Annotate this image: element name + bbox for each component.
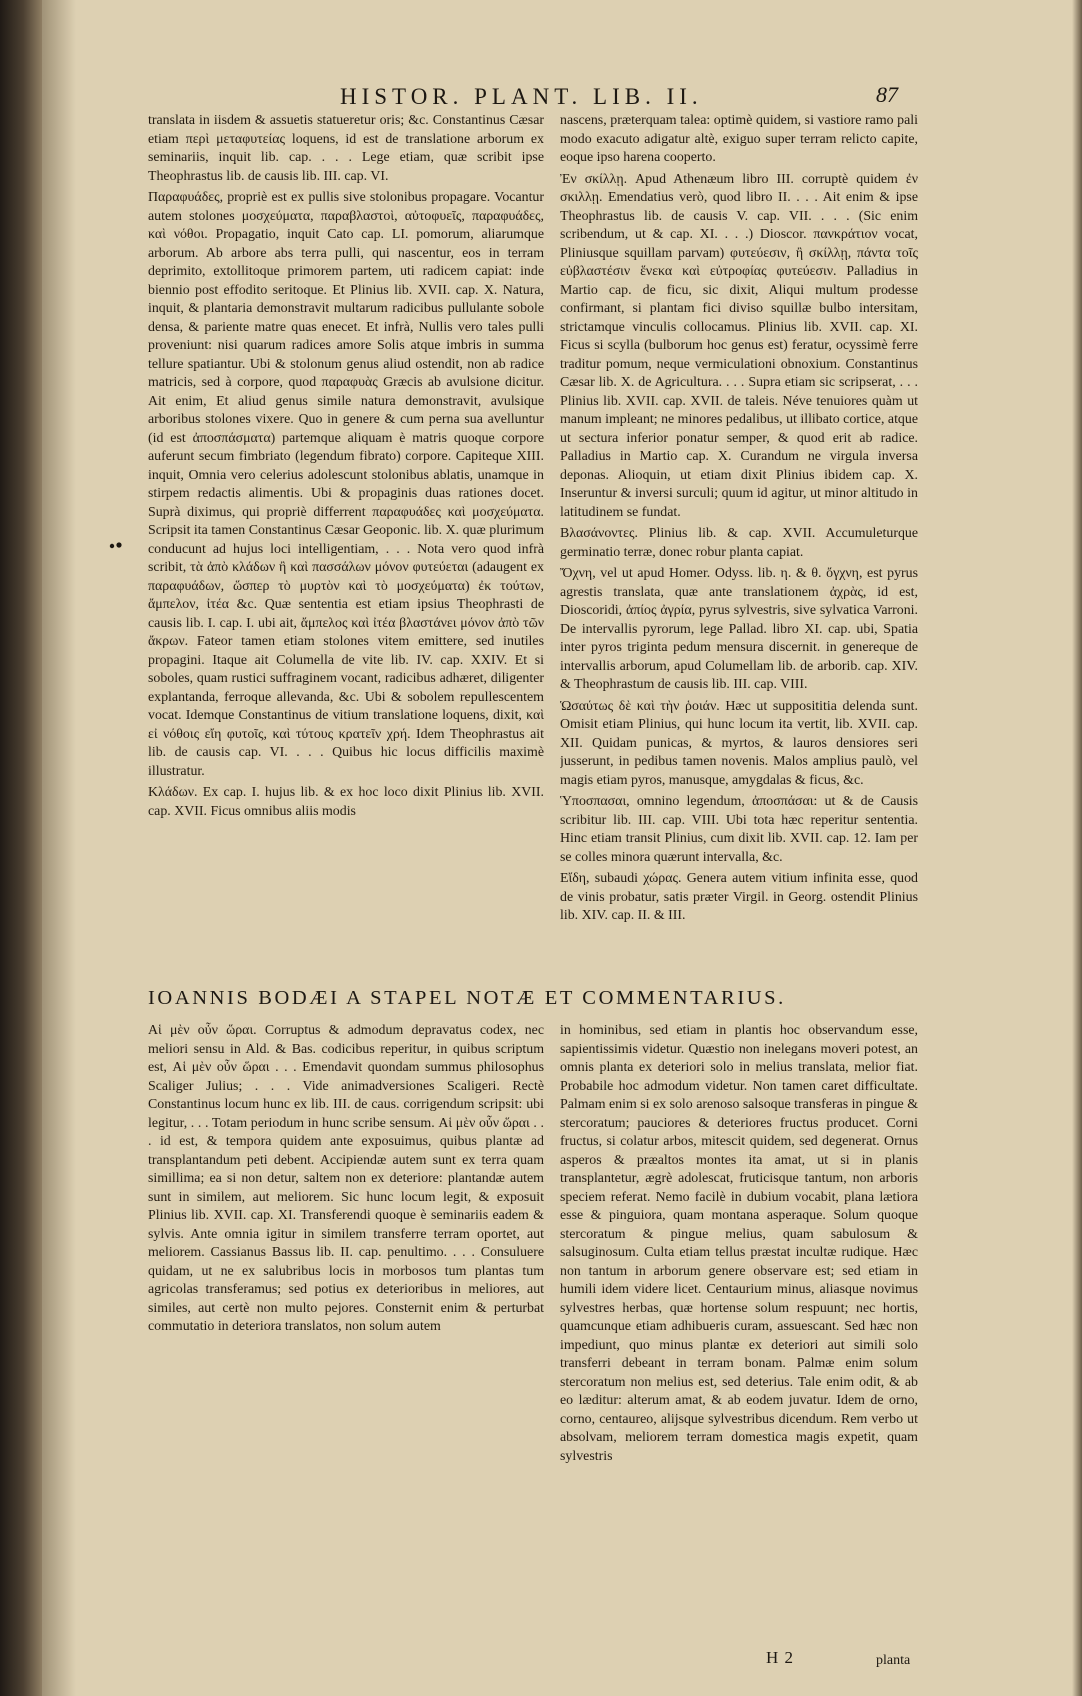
page-edge: [1072, 0, 1082, 1696]
bottom-right-column: [560, 1022, 918, 1658]
ink-spot-icon: [108, 540, 128, 552]
signature-mark: H 2: [766, 1648, 795, 1667]
paragraph: Ὡσαύτως δὲ καὶ τὴν ῥοιάν. Hæc ut supposititia delenda sunt. Omisit etiam Plinius, qui hunc locum ita vertit, lib. XVII. cap. XII. Quidam punicas, & myrtos, & lauros densiores seri jusserunt, in pedibus tamen novenis. Malos amplius paulò, vel magis etiam pyros, manusque, amygdalas & ficus, &c.: [560, 698, 918, 788]
paragraph: Ὄχνη, vel ut apud Homer. Odyss. lib. η. & θ. ὄγχνη, est pyrus agrestis translata, quæ ante translationem ἀχρὰς, id est, Dioscoridi, ἀπίος ἀγρία, pyrus sylvestris, sive sylvatica Varroni. De intervallis pyrorum, lege Pallad. libro XI. cap. ubi, Spatia inter pyros triginta pedum mensura discernit. in genereque de intervallis arborum, apud Columellam lib. de arborib. cap. XIV. & Theophrastum de causis lib. III. cap. VIII.: [560, 566, 918, 692]
catchword: planta: [876, 1653, 911, 1668]
page-number: 87: [876, 82, 898, 107]
paragraph: in hominibus, sed etiam in plantis hoc observandum esse, sapientissimis videtur. Quæstio non inelegans moveri potest, an omnis planta ex deteriori solo in melius translata, melior fiat. Probabile hoc admodum videtur. Non tamen caret difficultate. Palmam enim si ex solo arenoso salsoque transferas in pingue & stercoratum; pauciores & deteriores fructus producet. Corni fructus, si colatur arbos, mitescit quidem, sed degenerat. Ornus asperos & præaltos montes ita amat, ut si in planis transplantetur, ægrè adolescat, fruticisque tantum, non arboris speciem referat. Nemo facilè in dubium vocabit, plana lætiora esse & pinguiora, quam montana asperaque. Solum quoque stercoratum & pingue melius, quam sabulosum & salsuginosum. Culta etiam tellus præstat incultæ rudique. Hæc non tantum in arborum genere observare est; sed etiam in humili idem videre licet. Centaurium minus, aliasque novimus sylvestres herbas, quæ hortense solum respuunt; nec hortis, quamcunque etiam adhibueris curam, assuescant. Sed hæc non impediunt, quo minus plantæ ex deteriori aut simili solo transferri debeant in terram bonam. Palmæ enim solum stercoratum non melius est, sed deterius. Tale enim odit, & ab eo læditur: alterum amat, & ab eodem juvatur. Idem de orno, corno, centaureo, alijsque sylvestribus dicendum. Rem verbo ut absolvam, meliorem terram domestica magis expetit, quam sylvestris: [560, 1023, 918, 1464]
notes-section-header: IOANNIS BODÆI A STAPEL NOTÆ ET COMMENTARIUS.: [148, 987, 786, 1009]
book-gutter: [0, 0, 42, 1696]
paragraph: nascens, præterquam talea: optimè quidem, si vastiore ramo pali modo exacuto adigatur altè, exiguo super terram relicto capite, eoque ipso harena cooperto.: [560, 113, 918, 165]
paragraph: Αἱ μὲν οὖν ὥραι. Corruptus & admodum depravatus codex, nec meliori sensu in Ald. & Bas. codicibus reperitur, in quibus scriptum est, Αἱ μὲν οὖν ὥραι . . . Emendavit quondam summus philosophus Scaliger Julius; . . . Vide animadversiones Scaligeri. Rectè Constantinus locum hunc ex lib. III. de caus. corrigendum scripsit: ubi legitur, . . . Totam periodum in hunc scribe sensum. Αἱ μὲν οὖν ὥραι . . . id est, & tempora quidem ante exposuimus, quibus plantæ ad transplantandum peti debent. Accipiendæ autem sunt ex terra quam simillima; ea si non detur, saltem non ex deteriore: plantandæ autem sunt in similem, aut meliorem. Sic hunc locum legit, & exposuit Plinius lib. XVII. cap. XI. Transferendi quoque è seminariis eadem & sylvis. Ante omnia igitur in similem transferre terram oportet, aut meliorem. Cassianus Bassus lib. II. cap. penultimo. . . . Consuluere quidam, ut ne ex salubribus locis in morbosos tum plantas tum agricolas transferamus; sed potius ex deterioribus in meliores, aut similes, aut certè non multo pejores. Consternit enim & perturbat commutatio in deteriora translatos, non solum autem: [148, 1023, 544, 1334]
paragraph: translata in iisdem & assuetis statueretur oris; &c. Constantinus Cæsar etiam περὶ μεταφυτείας loquens, id est de translatione arborum ex seminariis, inquit lib. cap. . . . Lege etiam, quæ scribit ipse Theophrastus lib. de causis lib. III. cap. VI.: [148, 113, 544, 184]
paragraph: Παραφυάδες, propriè est ex pullis sive stolonibus propagare. Vocantur autem stolones μοσχεύματα, παραβλαστοὶ, αὐτοφυεῖς, παραφυάδες, καὶ νόθοι. Propagatio, inquit Cato cap. LI. pomorum, aliarumque arborum. Ab arbore abs terra pulli, qui nascentur, eos in terram deprimito, extollitoque primorem partem, uti radicem capiat: inde biennio post effodito seritoque. Et Plinius lib. XVII. cap. X. Natura, inquit, & plantaria demonstravit multarum radicibus pullulante sobole densa, & pariente matre quas enecet. Et infrà, Nullis vero tales pulli proveniunt: nisi quarum radices amore Solis atque imbris in summa tellure spatiantur. Ubi & stolonum genus aliud ostendit, non ab radice matricis, sed à corpore, quod παραφυὰς Græcis ab avulsione dicitur. Ait enim, Et aliud genus simile natura demonstravit, avulsique arboribus stolones vixere. Quo in genere & cum perna sua avelluntur (id est ἀποσπάσματα) partemque aliquam è matris quoque corpore auferunt secum fimbriato (legendum fibrato) corpore. Capiteque XIII. inquit, Omnia vero celerius adolescunt stolonibus ablatis, unamque in stirpem redactis alimentis. Ubi & propaginis duas rationes docet. Suprà diximus, qui propriè differrent παραφυάδες καὶ μοσχεύματα. Scripsit ita tamen Constantinus Cæsar Geoponic. lib. X. quæ plurimum conducunt ad hujus loci intelligentiam, . . . Nota vero quod infrà scribit, τὰ ἀπὸ κλάδων ἢ καὶ πασσάλων μόνον φυτεύεται (adaugent ex παραφυάδων, ὥσπερ τὸ μυρτὸν καὶ τὸ μοσχεύματα) ἐκ τούτων, ἄμπελον, ἰτέα &c. Quæ sententia est etiam ipsius Theophrasti de causis lib. I. cap. I. ubi ait, ἄμπελος καὶ ἰτέα βλαστάνει μόνον ἀπὸ τῶν ἄκρων. Fateor tamen etiam stolones vitem emittere, sed inutiles propagini. Itaque ait Columella de vite lib. IV. cap. XXIV. Et si soboles, quam rustici suffraginem vocant, radicibus adhæret, diligenter explantanda, ferroque allevanda, &c. Ubi & sobolem repullescentem vocat. Idemque Constantinus de vitium translatione loquens, dixit, καὶ εἰ νόθοις εἴη φυτοῖς, καὶ τύτους κρατεῖν χρή. Idem Theophrastus ait lib. de causis cap. VI. . . . Quibus hic locus difficilis maximè illustratur.: [148, 190, 544, 779]
paragraph: Βλασάνοντες. Plinius lib. & cap. XVII. Accumuleturque germinatio terræ, donec robur planta capiat.: [560, 526, 918, 560]
top-right-column: [560, 112, 918, 974]
paragraph: Εἴδη, subaudi χώρας. Genera autem vitium infinita esse, quod de vinis probatur, satis præter Virgil. in Georg. ostendit Plinius lib. XIV. cap. II. & III.: [560, 871, 918, 923]
running-head: HISTOR. PLANT. LIB. II.: [340, 84, 703, 109]
paragraph: Κλάδων. Ex cap. I. hujus lib. & ex hoc loco dixit Plinius lib. XVII. cap. XVII. Ficus omnibus aliis modis: [148, 785, 544, 819]
gutter-shadow: [42, 0, 76, 1696]
paragraph: Ὑποσπασαι, omnino legendum, ἀποσπάσαι: ut & de Causis scribitur lib. III. cap. VIII. Ubi tota hæc reperitur sententia. Hinc etiam transit Plinius, cum dixit lib. XVII. cap. 12. Iam per se colles minora quærunt intervalla, &c.: [560, 794, 918, 865]
paragraph: Ἐν σκίλλῃ. Apud Athenæum libro III. corruptè quidem ἐν σκιλλῃ. Emendatius verò, quod libro II. . . . Ait enim & ipse Theophrastus lib. de causis V. cap. VII. . . . (Sic enim scribendum, ut & cap. XI. . . .) Dioscor. πανκράτιον vocat, Pliniusque squillam parvam) φυτεύεσιν, ἢ σκίλλῃ, πάντα τοῖς εὐβλαστέσιν ἕνεκα καὶ εὐτροφίας φυτεύεσιν. Palladius in Martio cap. de ficu, sic dixit, Aliqui multum prodesse confirmant, si plantam fici diviso squillæ bulbo intersitam, strictamque vinculis collocamus. Plinius lib. XVII. cap. XI. Ficus si scylla (bulborum hoc genus est) feratur, ocyssimè ferre traditur pomum, neque vermiculationi obnoxium. Constantinus Cæsar lib. X. de Agricultura. . . . Supra etiam sic scripserat, . . . Plinius lib. XVII. cap. XVII. de taleis. Néve tenuiores quàm ut manum impleant; ne minores pedalibus, ut illibato cortice, atque ut sectura inferior ponatur semper, & quod erit ab radice. Palladius in Martio cap. X. Curandum ne virgula inversa deponas. Alioquin, ut etiam dixit Plinius ibidem cap. X. Inseruntur & inversi surculi; quum id agitur, ut minor altitudo in latitudinem se fundat.: [560, 171, 918, 520]
top-left-column: [148, 112, 544, 974]
bottom-left-column: [148, 1022, 544, 1658]
